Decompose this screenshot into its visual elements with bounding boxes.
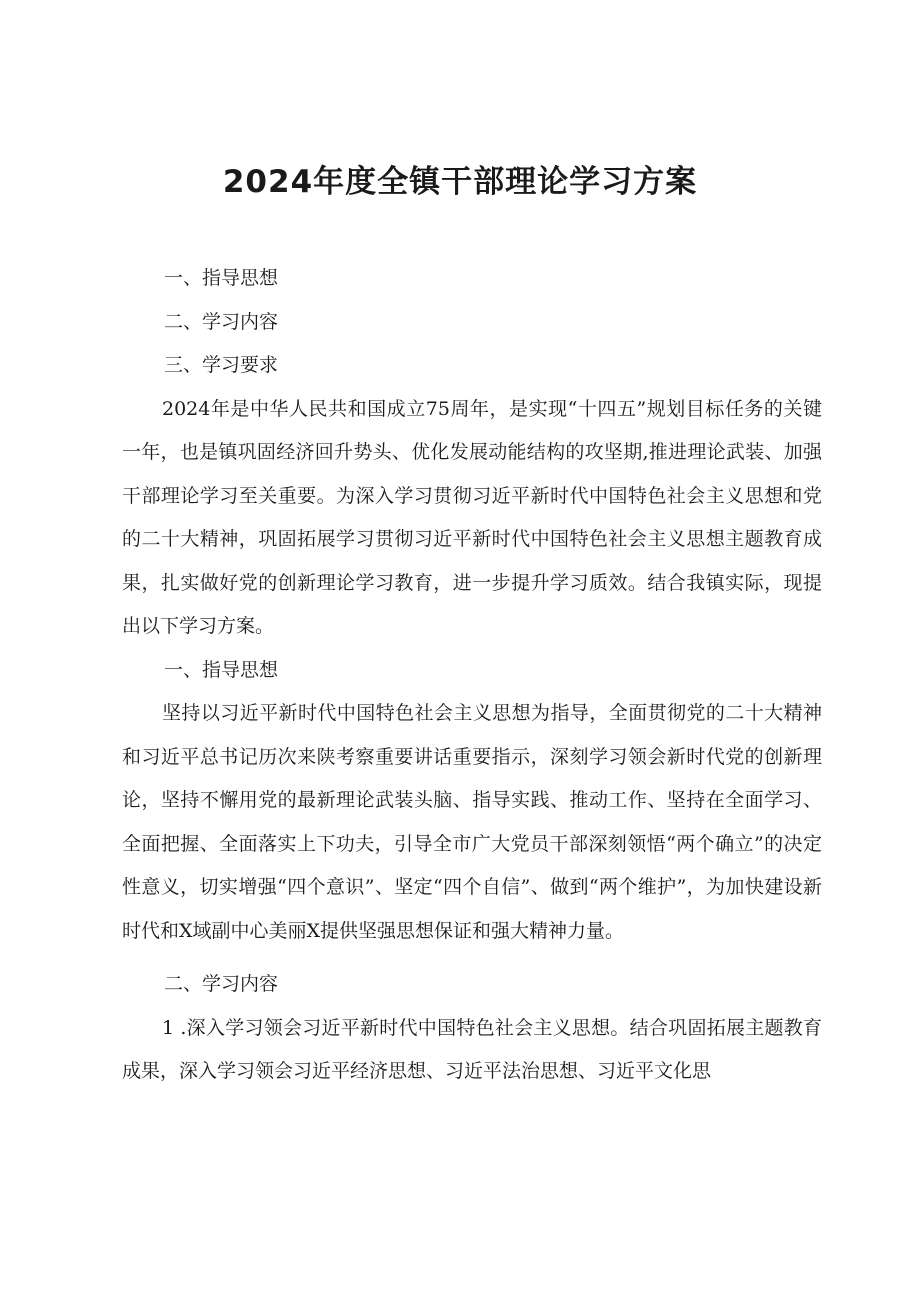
toc-item-study-content: 二、学习内容: [164, 310, 279, 333]
toc-item-study-requirements: 三、学习要求: [164, 354, 279, 376]
section-spacer: [122, 953, 822, 963]
section-heading-study-content: 二、学习内容: [164, 973, 279, 995]
document-body: [122, 257, 822, 1094]
document-title: 2024年度全镇干部理论学习方案: [222, 164, 698, 200]
toc-item-guiding-thought: 一、指导思想: [164, 267, 279, 289]
intro-paragraph: 2024年是中华人民共和国成立75周年，是实现“十四五”规划目标任务的关键一年，也是镇巩固经济回升势头、优化发展动能结构的攻坚期,推进理论武装、加强干部理论学习至关重要。为深入学习贯彻习近平新时代中国特色社会主义思想和党的二十大精神，巩固拓展学习贯彻习近平新时代中国特色社会主义思想主题教育成果，扎实做好党的创新理论学习教育，进一步提升学习质效。结合我镇实际，现提出以下学习方案。: [122, 397, 822, 637]
study-content-item-1: 1 .深入学习领会习近平新时代中国特色社会主义思想。结合巩固拓展主题教育成果，深入学习领会习近平经济思想、习近平法治思想、习近平文化思: [122, 1016, 822, 1082]
guiding-thought-paragraph: 坚持以习近平新时代中国特色社会主义思想为指导，全面贯彻党的二十大精神和习近平总书记历次来陕考察重要讲话重要指示，深刻学习领会新时代党的创新理论，坚持不懈用党的最新理论武装头脑、指导实践、推动工作、坚持在全面学习、全面把握、全面落实上下功夫，引导全市广大党员干部深刻领悟“两个确立”的决定性意义，切实增强“四个意识”、坚定“四个自信”、做到“两个维护”，为加快建设新时代和X域副中心美丽X提供坚强思想保证和强大精神力量。: [122, 702, 822, 942]
section-heading-guiding-thought: 一、指导思想: [164, 658, 279, 681]
